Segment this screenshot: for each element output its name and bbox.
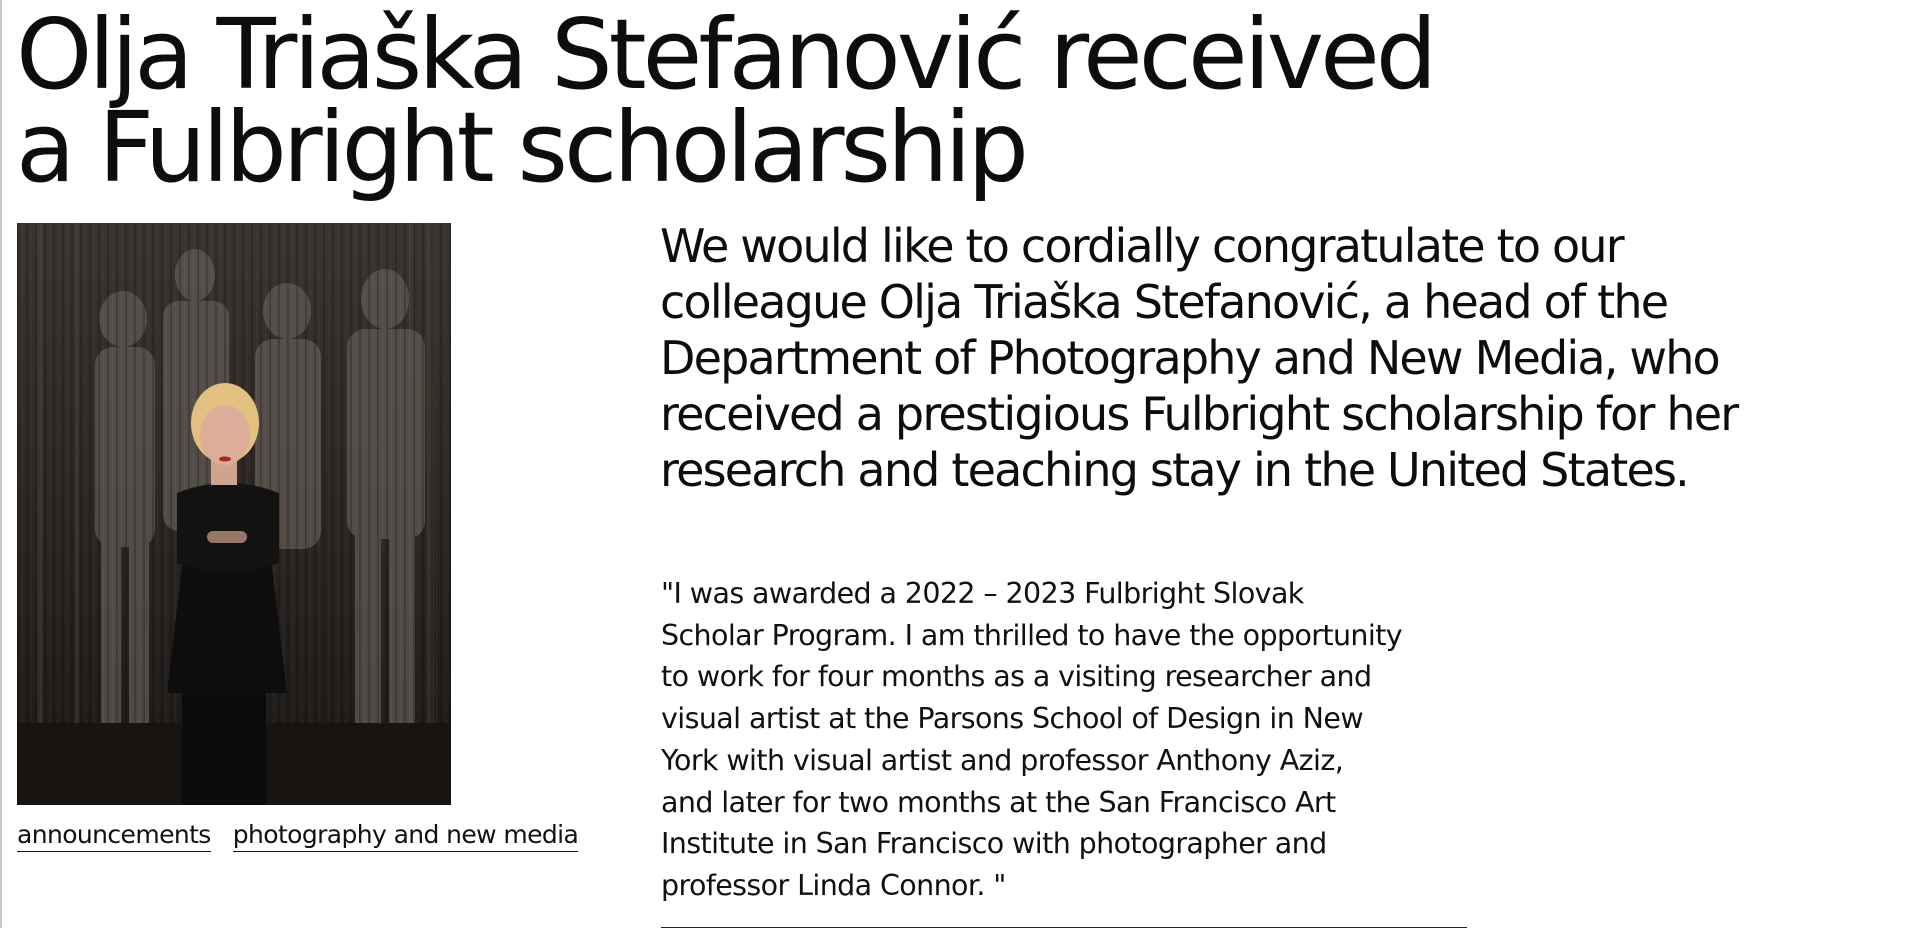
quote-line: "I was awarded a 2022 – 2023 Fulbright Slovak <box>661 577 1304 610</box>
lead-line: received a prestigious Fulbright scholarship for her <box>660 387 1738 441</box>
quote-line: Scholar Program. I am thrilled to have the opportunity <box>661 618 1403 652</box>
quote-line: visual artist at the Parsons School of Design in New <box>661 702 1364 736</box>
quote-line: York with visual artist and professor Anthony Aziz, <box>661 743 1344 777</box>
quote-line: professor Linda Connor. " <box>661 868 1006 902</box>
page-title-line: Olja Triaška Stefanović received <box>16 0 1434 111</box>
page-title-line: a Fulbright scholarship <box>16 91 1026 204</box>
portrait-photo-illustration <box>17 223 451 805</box>
page-left-border <box>0 0 2 928</box>
tag-photography-and-new-media[interactable]: photography and new media <box>233 820 579 852</box>
page-title <box>16 0 1434 204</box>
quote-line: to work for four months as a visiting researcher and <box>661 660 1372 694</box>
lead-line: research and teaching stay in the United States. <box>660 443 1688 497</box>
lead-line: Department of Photography and New Media, who <box>660 331 1719 385</box>
article-lead <box>660 218 1910 498</box>
quote-line: and later for two months at the San Francisco Art <box>661 785 1336 819</box>
tag-announcements[interactable]: announcements <box>17 820 211 852</box>
portrait-photo <box>17 223 451 805</box>
lead-line: We would like to cordially congratulate to our <box>660 219 1623 273</box>
article-quote <box>661 573 1481 907</box>
article-tags <box>17 820 578 852</box>
lead-line: colleague Olja Triaška Stefanović, a head of the <box>660 275 1668 329</box>
quote-line: Institute in San Francisco with photographer and <box>661 827 1327 861</box>
